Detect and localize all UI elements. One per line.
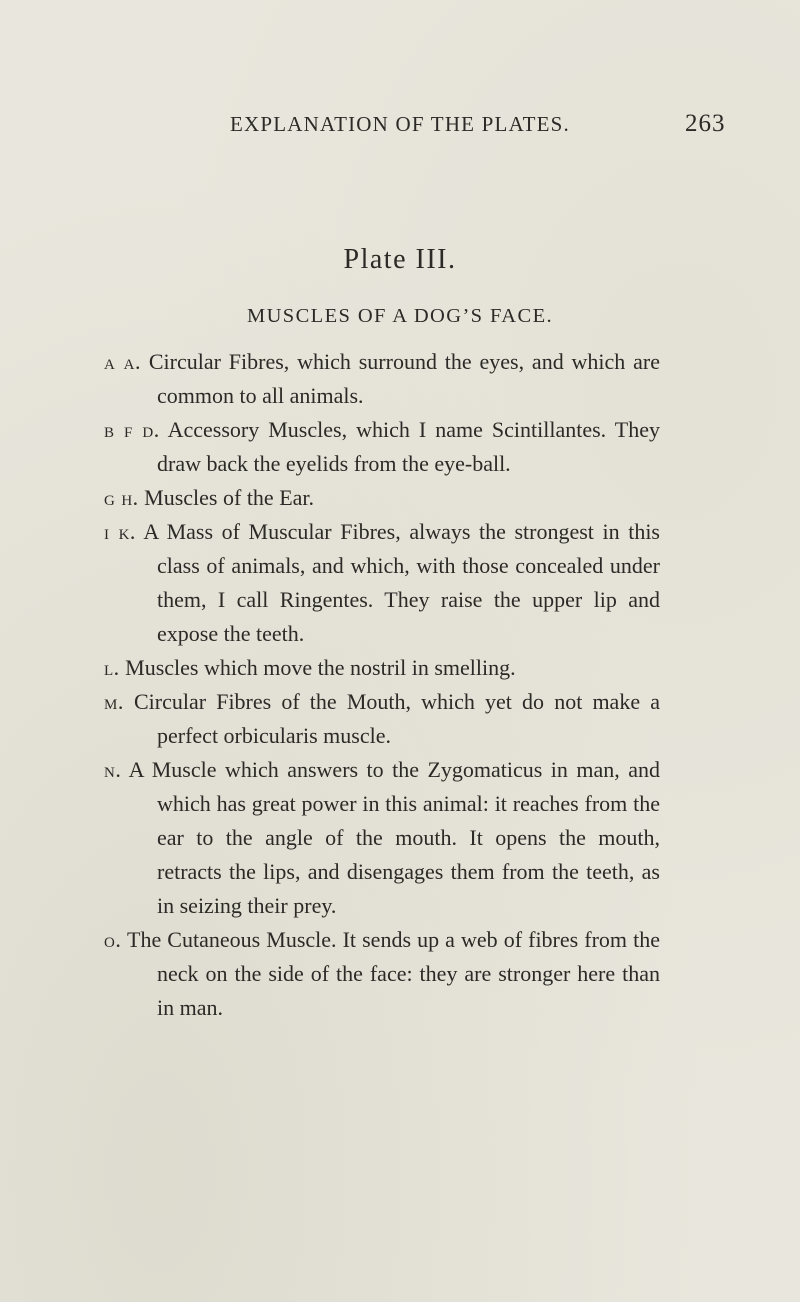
legend-key: b f d.: [104, 417, 160, 442]
legend-key: m.: [104, 689, 124, 714]
legend-text: Muscles of the Ear.: [144, 485, 315, 510]
plate-title: Plate III.: [343, 244, 457, 275]
legend-key: l.: [104, 655, 120, 680]
legend-text: The Cutaneous Muscle. It sends up a web of fibres from the neck on the side of the face: they are stronger here than in man.: [127, 927, 660, 1020]
legend-entry-bfd: [104, 413, 660, 481]
legend-text: Circular Fibres, which surround the eyes, and which are common to all animals.: [148, 349, 660, 408]
plate-subtitle: MUSCLES OF A DOG’S FACE.: [246, 305, 554, 327]
legend-key: g h.: [104, 485, 139, 510]
legend-entry-o: [104, 923, 660, 1025]
legend-key: i k.: [104, 519, 136, 544]
legend-entry-ik: [104, 515, 660, 651]
legend-key: a a.: [104, 349, 142, 374]
legend-key: n.: [104, 757, 122, 782]
legend-text: Muscles which move the nostril in smelling.: [125, 655, 516, 680]
legend-text: A Muscle which answers to the Zygomaticus in man, and which has great power in this animal: it reaches from the ear to the angle of the mouth. It opens the mouth, retracts the lips, and disengages them from the teeth, as in seizing their prey.: [128, 757, 660, 918]
legend-entry-aa: [104, 345, 660, 413]
legend-key: o.: [104, 927, 122, 952]
legend-entry-m: [104, 685, 660, 753]
legend-text: A Mass of Muscular Fibres, always the strongest in this class of animals, and which, with those concealed under them, I call Ringentes. They raise the upper lip and expose the teeth.: [143, 519, 660, 646]
legend-entry-gh: [104, 481, 660, 515]
plate-legend-list: [104, 345, 660, 1025]
legend-entry-n: [104, 753, 660, 923]
page-number: 263: [685, 110, 726, 137]
legend-text: Circular Fibres of the Mouth, which yet do not make a perfect orbicularis muscle.: [133, 689, 660, 748]
running-title: EXPLANATION OF THE PLATES.: [230, 112, 570, 136]
legend-entry-l: [104, 651, 660, 685]
running-head: [0, 110, 800, 140]
legend-text: Accessory Muscles, which I name Scintillantes. They draw back the eyelids from the eye-ball.: [157, 417, 661, 476]
